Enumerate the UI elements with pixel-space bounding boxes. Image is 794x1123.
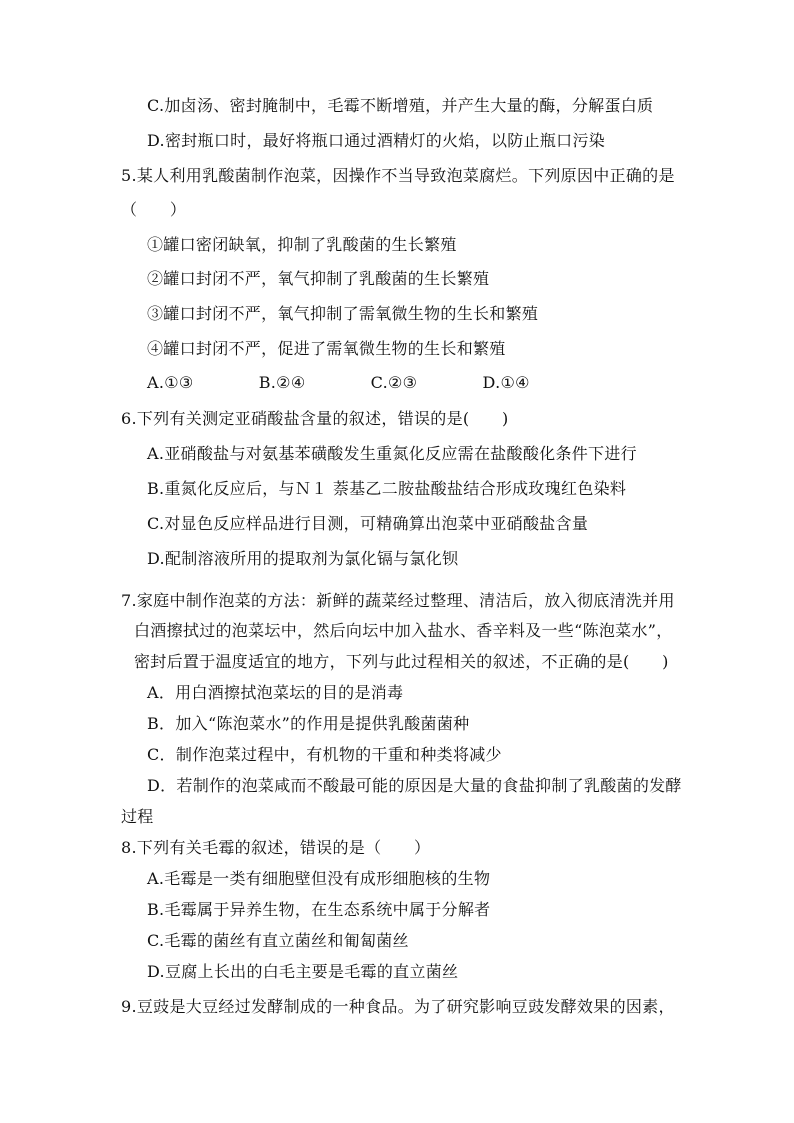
option-4c: C.加卤汤、密封腌制中，毛霉不断增殖，并产生大量的酶，分解蛋白质 xyxy=(147,96,654,115)
question-6: 6.下列有关测定亚硝酸盐含量的叙述，错误的是( ) xyxy=(121,409,509,428)
option-7a: A．用白酒擦拭泡菜坛的目的是消毒 xyxy=(147,683,404,702)
option-6b: B.重氮化反应后，与Ｎ１ 萘基乙二胺盐酸盐结合形成玫瑰红色染料 xyxy=(147,479,627,498)
option-8c: C.毛霉的菌丝有直立菌丝和匍匐菌丝 xyxy=(147,931,409,950)
statement-2: ②罐口封闭不严，氧气抑制了乳酸菌的生长繁殖 xyxy=(147,269,490,288)
question-9: 9.豆豉是大豆经过发酵制成的一种食品。为了研究影响豆豉发酵效果的因素， xyxy=(121,997,675,1016)
option-8b: B.毛霉属于异养生物，在生态系统中属于分解者 xyxy=(147,900,491,919)
option-6c: C.对显色反应样品进行目测，可精确算出泡菜中亚硝酸盐含量 xyxy=(147,514,589,533)
option-7d-cont: 过程 xyxy=(121,807,154,826)
option-6d: D.配制溶液所用的提取剂为氯化镉与氯化钡 xyxy=(147,549,459,568)
option-7d: D．若制作的泡菜咸而不酸最可能的原因是大量的食盐抑制了乳酸菌的发酵 xyxy=(147,776,682,795)
question-8: 8.下列有关毛霉的叙述，错误的是（ ） xyxy=(121,838,431,857)
option-8a: A.毛霉是一类有细胞壁但没有成形细胞核的生物 xyxy=(147,869,491,888)
question-5-paren: （ ） xyxy=(121,200,187,219)
question-7-line1: 7.家庭中制作泡菜的方法：新鲜的蔬菜经过整理、清洁后，放入彻底清洗并用 xyxy=(121,591,675,610)
option-4d: D.密封瓶口时，最好将瓶口通过酒精灯的火焰，以防止瓶口污染 xyxy=(147,131,606,150)
option-6a: A.亚硝酸盐与对氨基苯磺酸发生重氮化反应需在盐酸酸化条件下进行 xyxy=(147,444,637,463)
statement-3: ③罐口封闭不严，氧气抑制了需氧微生物的生长和繁殖 xyxy=(147,304,539,323)
option-7b: B．加入“陈泡菜水”的作用是提供乳酸菌菌种 xyxy=(147,714,470,733)
question-5-options: A.①③ B.②④ C.②③ D.①④ xyxy=(147,373,530,392)
question-5: 5.某人利用乳酸菌制作泡菜，因操作不当导致泡菜腐烂。下列原因中正确的是 xyxy=(121,166,675,185)
option-7c: C．制作泡菜过程中，有机物的干重和种类将减少 xyxy=(147,745,502,764)
statement-1: ①罐口密闭缺氧，抑制了乳酸菌的生长繁殖 xyxy=(147,235,457,254)
option-8d: D.豆腐上长出的白毛主要是毛霉的直立菌丝 xyxy=(147,962,459,981)
question-7-line3: 密封后置于温度适宜的地方，下列与此过程相关的叙述，不正确的是( ) xyxy=(134,652,669,671)
statement-4: ④罐口封闭不严，促进了需氧微生物的生长和繁殖 xyxy=(147,339,506,358)
question-7-line2: 白酒擦拭过的泡菜坛中，然后向坛中加入盐水、香辛料及一些“陈泡菜水”， xyxy=(134,621,673,640)
